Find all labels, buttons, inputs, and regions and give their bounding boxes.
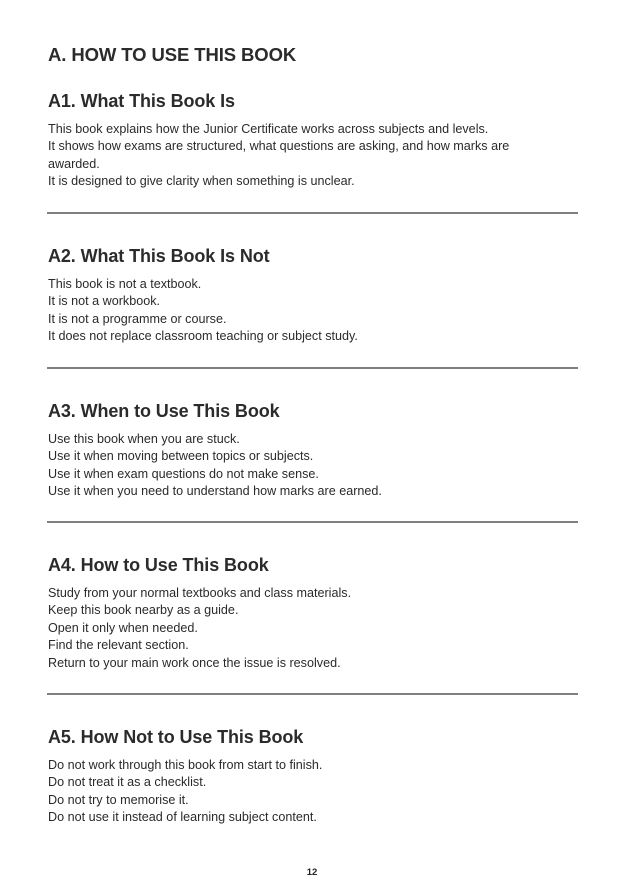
body-line: Use it when exam questions do not make sense. bbox=[48, 466, 319, 481]
body-line: This book is not a textbook. bbox=[48, 277, 202, 291]
body-line: Do not use it instead of learning subject content. bbox=[48, 810, 317, 825]
section-body bbox=[48, 757, 578, 827]
body-line: It is not a programme or course. bbox=[48, 311, 227, 326]
body-line: Use this book when you are stuck. bbox=[48, 432, 240, 446]
section-heading: A5. How Not to Use This Book bbox=[48, 727, 304, 747]
section-when-to-use bbox=[48, 399, 578, 501]
section-heading: A4. How to Use This Book bbox=[48, 555, 269, 575]
section-divider bbox=[47, 367, 578, 369]
body-line: Keep this book nearby as a guide. bbox=[48, 603, 239, 618]
section-heading: A1. What This Book Is bbox=[48, 91, 235, 111]
section-body bbox=[48, 585, 578, 672]
section-divider bbox=[47, 212, 578, 214]
body-line: It is designed to give clarity when something is unclear. bbox=[48, 174, 355, 189]
body-line: Do not treat it as a checklist. bbox=[48, 775, 207, 790]
body-line: It shows how exams are structured, what questions are asking, and how marks are awarded. bbox=[48, 139, 510, 171]
section-what-this-book-is bbox=[48, 89, 578, 191]
body-line: Study from your normal textbooks and class materials. bbox=[48, 586, 352, 600]
page-number: 12 bbox=[306, 867, 318, 878]
body-line: Return to your main work once the issue is resolved. bbox=[48, 655, 341, 670]
body-line: Open it only when needed. bbox=[48, 620, 198, 635]
body-line: Find the relevant section. bbox=[48, 638, 189, 653]
section-heading: A3. When to Use This Book bbox=[48, 401, 280, 421]
body-line: It does not replace classroom teaching or subject study. bbox=[48, 329, 358, 344]
section-heading: A2. What This Book Is Not bbox=[48, 246, 270, 266]
section-body bbox=[48, 431, 578, 501]
section-divider bbox=[47, 693, 578, 695]
body-line: Do not try to memorise it. bbox=[48, 792, 189, 807]
body-line: It is not a workbook. bbox=[48, 294, 160, 309]
section-what-this-book-is-not bbox=[48, 244, 578, 346]
section-divider bbox=[47, 521, 578, 523]
body-line: This book explains how the Junior Certificate works across subjects and levels. bbox=[48, 122, 489, 136]
body-line: Use it when moving between topics or subjects. bbox=[48, 449, 314, 464]
body-line: Do not work through this book from start to finish. bbox=[48, 758, 323, 772]
section-body bbox=[48, 121, 578, 191]
section-how-not-to-use bbox=[48, 725, 578, 827]
section-body bbox=[48, 276, 578, 346]
body-line: Use it when you need to understand how marks are earned. bbox=[48, 484, 382, 499]
page-title: A. HOW TO USE THIS BOOK bbox=[48, 44, 297, 65]
section-how-to-use bbox=[48, 553, 578, 672]
